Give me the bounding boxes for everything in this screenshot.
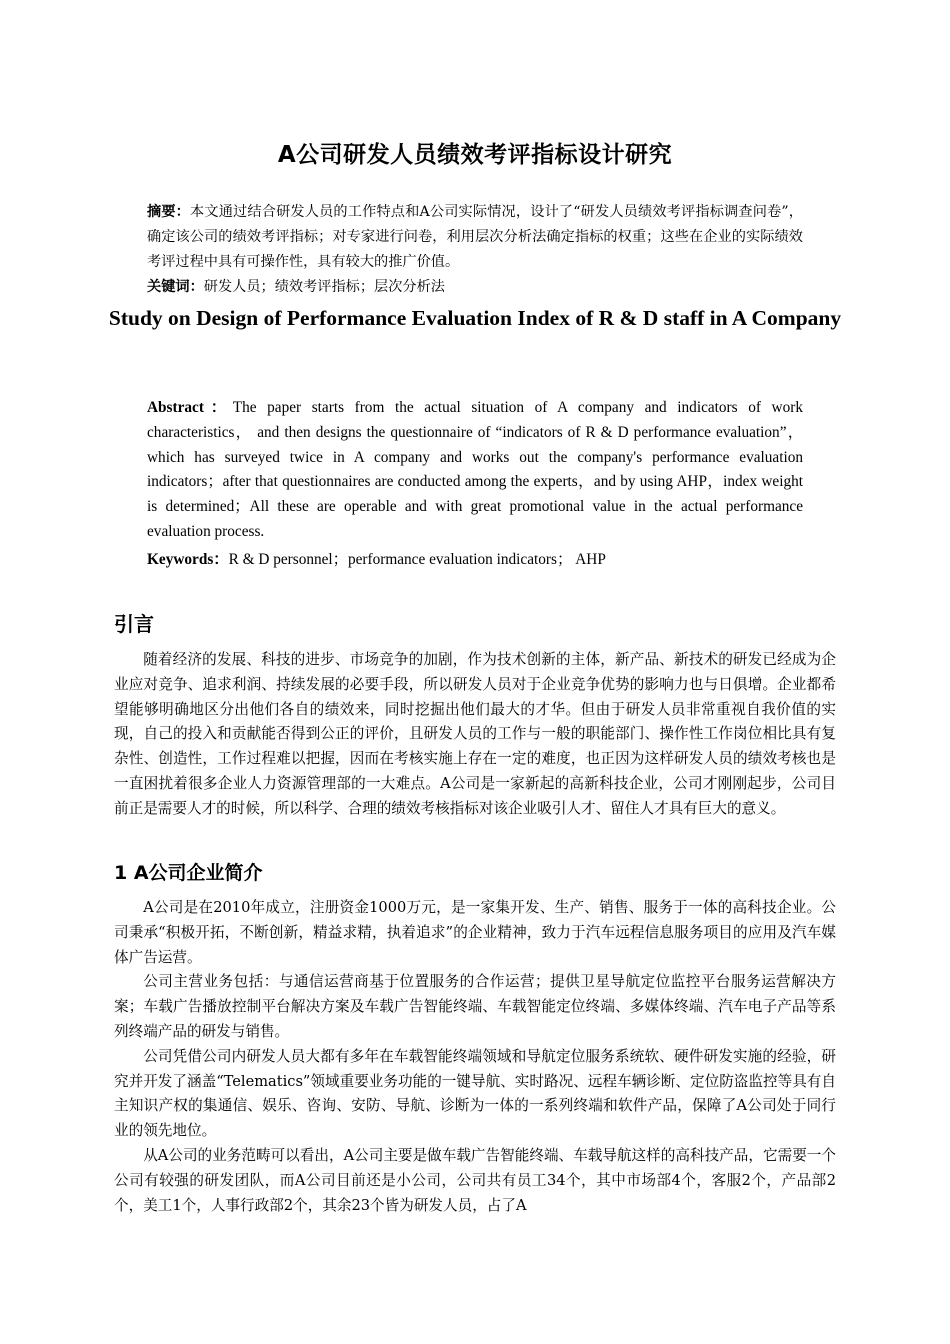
section-1-body <box>114 896 836 1218</box>
chinese-keywords-label: 关键词： <box>147 279 204 295</box>
section-1-paragraph: 公司凭借公司内研发人员大都有多年在车载智能终端领域和导航定位服务系统软、硬件研发实施的经验，研究并开发了涵盖“Telematics”领域重要业务功能的一键导航、实时路况、远程车辆诊断、定位防盗监控等具有自主知识产权的集通信、娱乐、咨询、安防、导航、诊断为一体的一系列终端和软件产品，保障了A公司处于同行业的领先地位。 <box>114 1047 836 1140</box>
english-keywords-text: R & D personnel；performance evaluation indicators； AHP <box>228 551 606 568</box>
chinese-abstract-label: 摘要： <box>147 204 191 220</box>
english-keywords <box>147 548 803 573</box>
intro-paragraph: 随着经济的发展、科技的进步、市场竞争的加剧，作为技术创新的主体，新产品、新技术的研发已经成为企业应对竞争、追求利润、持续发展的必要手段，所以研发人员对于企业竞争优势的影响力也与日俱增。企业都希望能够明确地区分出他们各自的绩效来，同时挖掘出他们最大的才华。但由于研发人员非常重视自我价值的实现，自己的投入和贡献能否得到公正的评价，且研发人员的工作与一般的职能部门、操作性工作岗位相比具有复杂性、创造性，工作过程难以把握，因而在考核实施上存在一定的难度，也正因为这样研发人员的绩效考核也是一直困扰着很多企业人力资源管理部的一大难点。A公司是一家新起的高新科技企业，公司才刚刚起步，公司目前正是需要人才的时候，所以科学、合理的绩效考核指标对该企业吸引人才、留住人才具有巨大的意义。 <box>114 651 836 817</box>
intro-heading: 引言 <box>114 612 154 636</box>
chinese-keywords-text: 研发人员；绩效考评指标；层次分析法 <box>203 279 445 295</box>
english-keywords-label: Keywords： <box>147 551 229 568</box>
chinese-abstract <box>147 200 803 275</box>
english-abstract-text: The paper starts from the actual situation of A company and indicators of work characteristics， and then designs the questionnaire of “indicators of R & D performance evaluation”，which has surveyed twice in A company and works out the company's performance evaluation indicators；after that questionnaires are conducted among the experts，and by using AHP，index weight is determined；All these are operable and with great promotional value in the actual performance evaluation process. <box>147 399 803 540</box>
english-abstract <box>147 396 803 545</box>
section-1-heading: 1 A公司企业简介 <box>114 862 263 884</box>
english-abstract-label: Abstract： <box>147 399 233 416</box>
section-1-paragraph: 公司主营业务包括：与通信运营商基于位置服务的合作运营；提供卫星导航定位监控平台服务运营解决方案；车载广告播放控制平台解决方案及车载广告智能终端、车载智能定位终端、多媒体终端、汽车电子产品等系列终端产品的研发与销售。 <box>114 973 836 1040</box>
section-1-paragraph: 从A公司的业务范畴可以看出，A公司主要是做车载广告智能终端、车载导航这样的高科技产品，它需要一个公司有较强的研发团队，而A公司目前还是小公司，公司共有员工34个，其中市场部4个，客服2个，产品部2个，美工1个，人事行政部2个，其余23个皆为研发人员，占了A <box>114 1146 836 1214</box>
english-title: Study on Design of Performance Evaluation Index of R & D staff in A Company <box>108 306 842 330</box>
chinese-abstract-text: 本文通过结合研发人员的工作特点和A公司实际情况，设计了“研发人员绩效考评指标调查问卷”，确定该公司的绩效考评指标；对专家进行问卷，利用层次分析法确定指标的权重；这些在企业的实际绩效考评过程中具有可操作性，具有较大的推广价值。 <box>147 204 803 270</box>
chinese-title: A公司研发人员绩效考评指标设计研究 <box>277 142 673 168</box>
section-1-paragraph: A公司是在2010年成立，注册资金1000万元，是一家集开发、生产、销售、服务于一体的高科技企业。公司秉承“积极开拓，不断创新，精益求精，执着追求”的企业精神，致力于汽车远程信息服务项目的应用及汽车媒体广告运营。 <box>114 899 836 966</box>
intro-body <box>114 648 836 822</box>
